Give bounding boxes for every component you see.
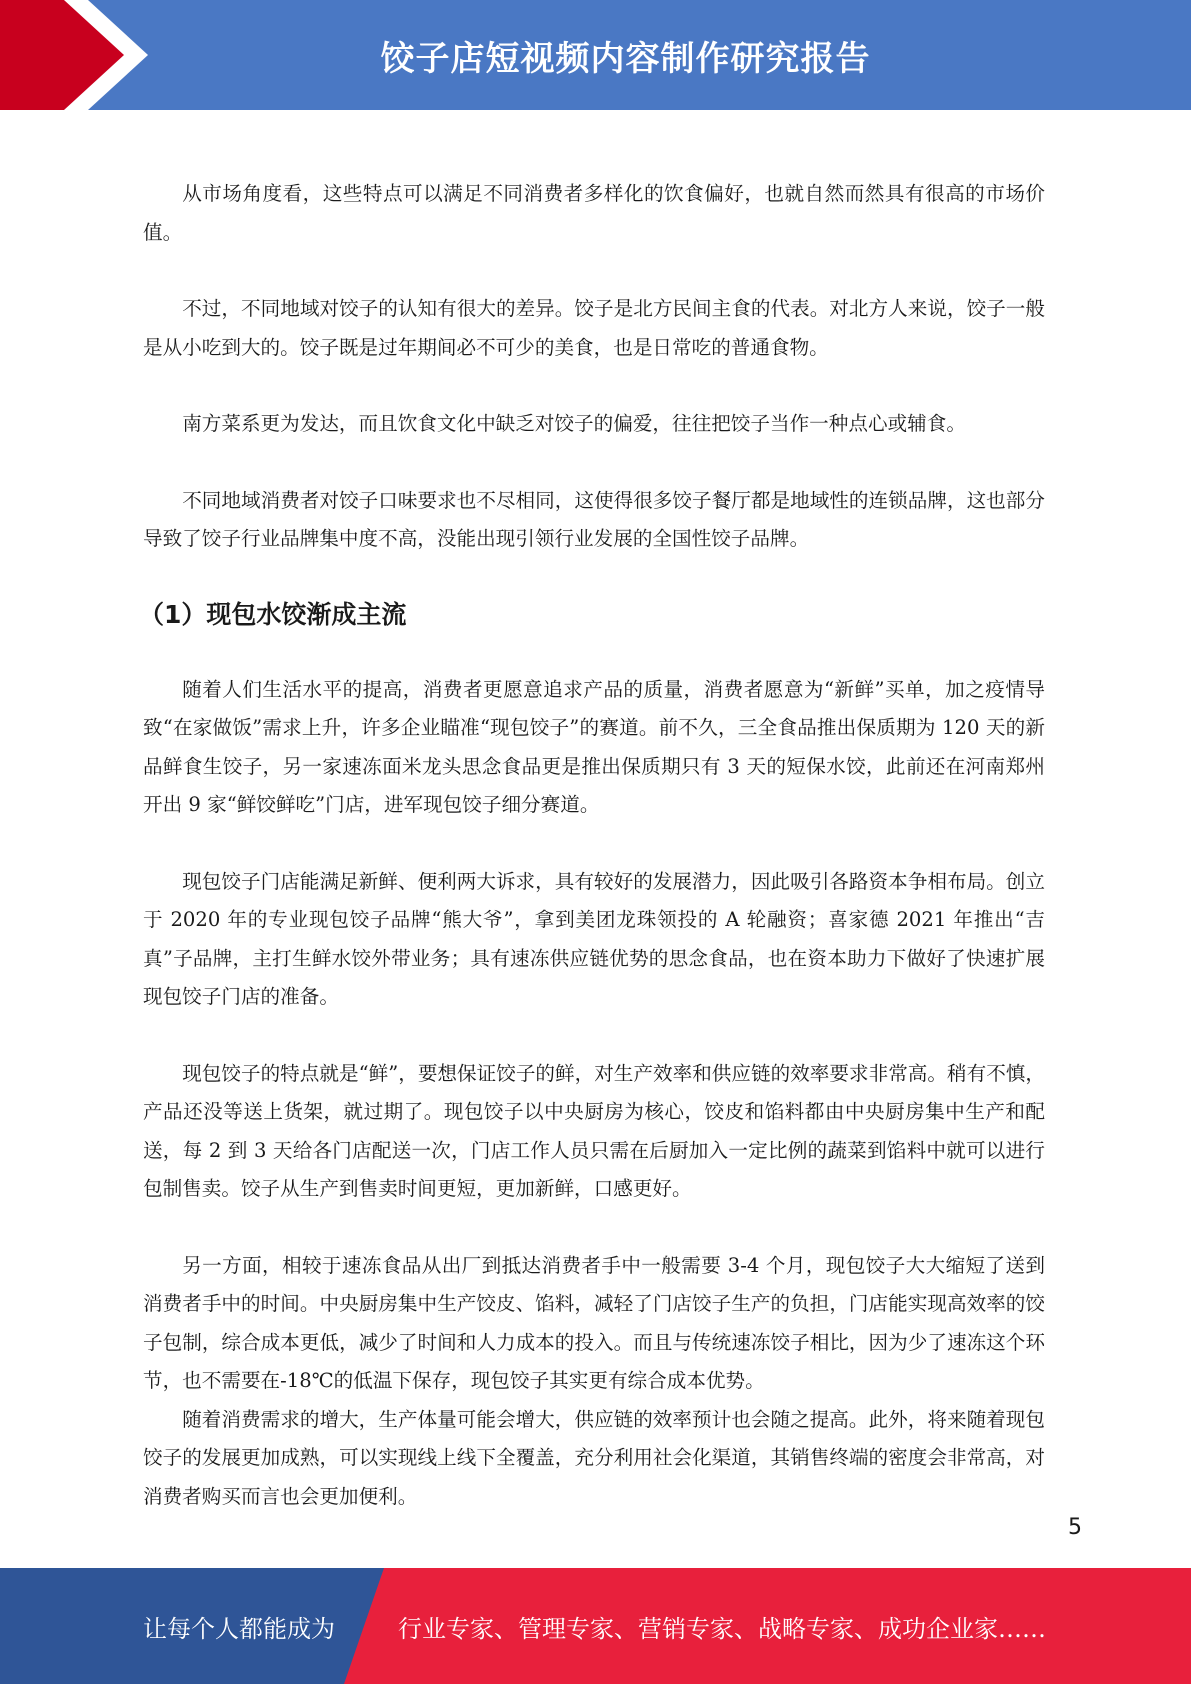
footer-slogan-left: 让每个人都能成为: [143, 1614, 335, 1643]
page-footer: [0, 1568, 1191, 1684]
paragraph: 从市场角度看，这些特点可以满足不同消费者多样化的饮食偏好，也就自然而然具有很高的市场价值。: [143, 182, 1045, 244]
body-content: [139, 175, 1045, 1516]
page-number: 5: [1068, 1515, 1082, 1540]
page-header: [0, 0, 1191, 110]
section-heading: （1）现包水饺渐成主流: [139, 599, 407, 629]
paragraph: 不同地域消费者对饺子口味要求也不尽相同，这使得很多饺子餐厅都是地域性的连锁品牌，这也部分导致了饺子行业品牌集中度不高，没能出现引领行业发展的全国性饺子品牌。: [143, 488, 1045, 550]
paragraph: 南方菜系更为发达，而且饮食文化中缺乏对饺子的偏爱，往往把饺子当作一种点心或辅食。: [182, 412, 966, 435]
paragraph: 另一方面，相较于速冻食品从出厂到抵达消费者手中一般需要 3-4 个月，现包饺子大大缩短了送到消费者手中的时间。中央厨房集中生产饺皮、馅料，减轻了门店饺子生产的负担，门店能实现高效率的饺子包制，综合成本更低，减少了时间和人力成本的投入。而且与传统速冻饺子相比，因为少了速冻这个环节，也不需要在-18℃的低温下保存，现包饺子其实更有综合成本优势。: [143, 1253, 1045, 1392]
paragraph: 不过，不同地域对饺子的认知有很大的差异。饺子是北方民间主食的代表。对北方人来说，饺子一般是从小吃到大的。饺子既是过年期间必不可少的美食，也是日常吃的普通食物。: [143, 297, 1045, 359]
paragraph: 现包饺子门店能满足新鲜、便利两大诉求，具有较好的发展潜力，因此吸引各路资本争相布局。创立于 2020 年的专业现包饺子品牌“熊大爷”，拿到美团龙珠领投的 A 轮融资；喜家德 2021 年推出“吉真”子品牌，主打生鲜水饺外带业务；具有速冻供应链优势的思念食品，也在资本助力下做好了快速扩展现包饺子门店的准备。: [143, 869, 1045, 1008]
paragraph: 随着消费需求的增大，生产体量可能会增大，供应链的效率预计也会随之提高。此外，将来随着现包饺子的发展更加成熟，可以实现线上线下全覆盖，充分利用社会化渠道，其销售终端的密度会非常高，对消费者购买而言也会更加便利。: [143, 1407, 1045, 1508]
paragraph: 现包饺子的特点就是“鲜”，要想保证饺子的鲜，对生产效率和供应链的效率要求非常高。稍有不慎，产品还没等送上货架，就过期了。现包饺子以中央厨房为核心，饺皮和馅料都由中央厨房集中生产和配送，每 2 到 3 天给各门店配送一次，门店工作人员只需在后厨加入一定比例的蔬菜到馅料中就可以进行包制售卖。饺子从生产到售卖时间更短，更加新鲜，口感更好。: [143, 1061, 1045, 1200]
report-title: 饺子店短视频内容制作研究报告: [380, 38, 871, 79]
paragraph: 随着人们生活水平的提高，消费者更愿意追求产品的质量，消费者愿意为“新鲜”买单，加之疫情导致“在家做饭”需求上升，许多企业瞄准“现包饺子”的赛道。前不久，三全食品推出保质期为 120 天的新品鲜食生饺子，另一家速冻面米龙头思念食品更是推出保质期只有 3 天的短保水饺，此前还在河南郑州开出 9 家“鲜饺鲜吃”门店，进军现包饺子细分赛道。: [143, 677, 1045, 816]
footer-slogan-right: 行业专家、管理专家、营销专家、战略专家、成功企业家……: [398, 1614, 1046, 1643]
